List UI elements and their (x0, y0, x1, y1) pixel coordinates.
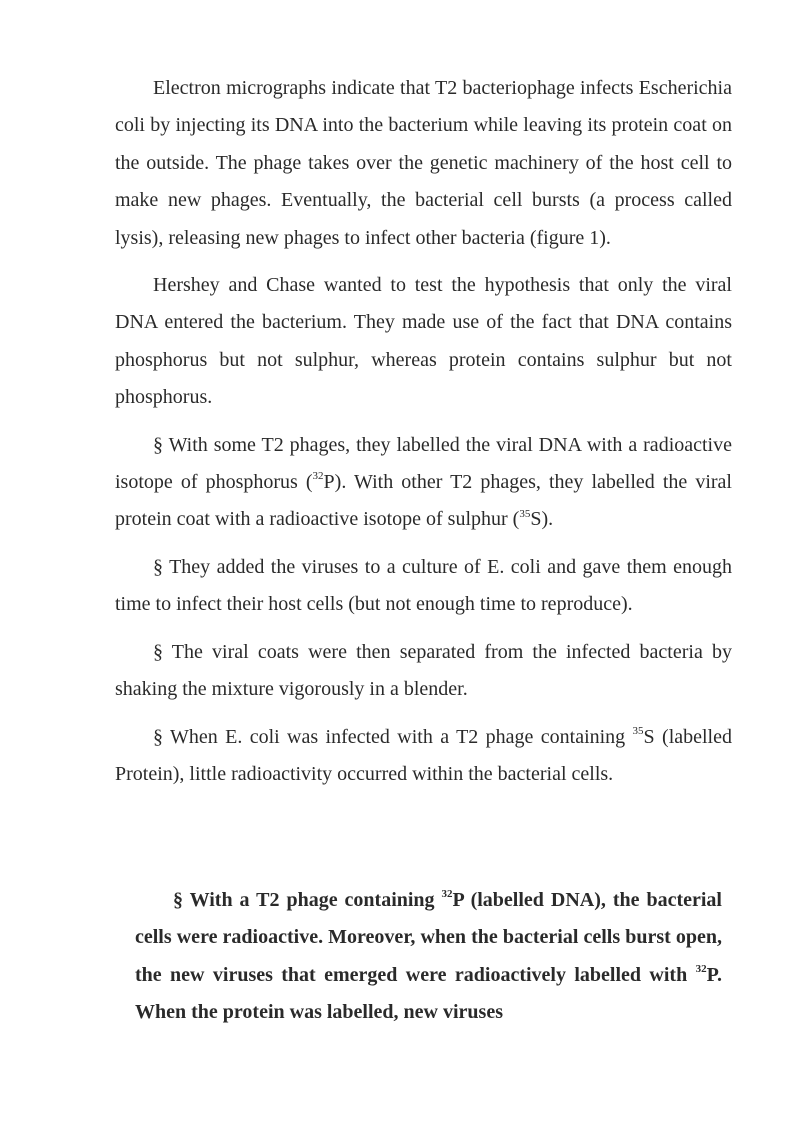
body-text (115, 70, 732, 803)
paragraph-sulphur-result (115, 719, 732, 794)
text-segment: P. When the protein was labelled, new viruses (135, 963, 722, 1024)
paragraph-labelling (115, 427, 732, 539)
paragraph-culture: § They added the viruses to a culture of E. coli and gave them enough time to infect their host cells (but not enough time to reproduce). (115, 555, 732, 616)
superscript: 32 (312, 470, 324, 483)
paragraph-phosphorus-result (135, 882, 722, 1032)
text-segment: § When E. coli was infected with a T2 phage containing (153, 725, 633, 748)
bold-text-block (135, 882, 722, 1032)
text-segment: § With some T2 phages, they labelled the viral DNA with a radioactive isotope of phosphorus ( (115, 433, 732, 494)
text-segment: S). (530, 508, 554, 531)
text-segment: S (labelled Protein), little radioactivity occurred within the bacterial cells. (115, 725, 732, 785)
text-segment: P (labelled DNA), the bacterial cells were radioactive. Moreover, when the bacterial cells burst open, the new viruses that emerged were radioactively labelled with (135, 889, 722, 986)
paragraph-hypothesis: Hershey and Chase wanted to test the hypothesis that only the viral DNA entered the bacterium. They made use of the fact that DNA contains phosphorus but not sulphur, whereas protein contains sulphur but not phosphorus. (115, 274, 732, 409)
superscript: 32 (695, 963, 707, 976)
text-segment: P). With other T2 phages, they labelled the viral protein coat with a radioactive isotope of sulphur ( (115, 471, 732, 531)
paragraph-phage-infection: Electron micrographs indicate that T2 bacteriophage infects Escherichia coli by injecting its DNA into the bacterium while leaving its protein coat on the outside. The phage takes over the genetic machinery of the host cell to make new phages. Eventually, the bacterial cell bursts (a process called lysis), releasing new phages to infect other bacteria (figure 1). (115, 77, 732, 249)
superscript: 35 (632, 724, 644, 737)
superscript: 32 (441, 888, 453, 901)
superscript: 35 (519, 507, 531, 520)
text-segment: § With a T2 phage containing (173, 889, 442, 911)
paragraph-blender: § The viral coats were then separated from the infected bacteria by shaking the mixture vigorously in a blender. (115, 640, 732, 701)
